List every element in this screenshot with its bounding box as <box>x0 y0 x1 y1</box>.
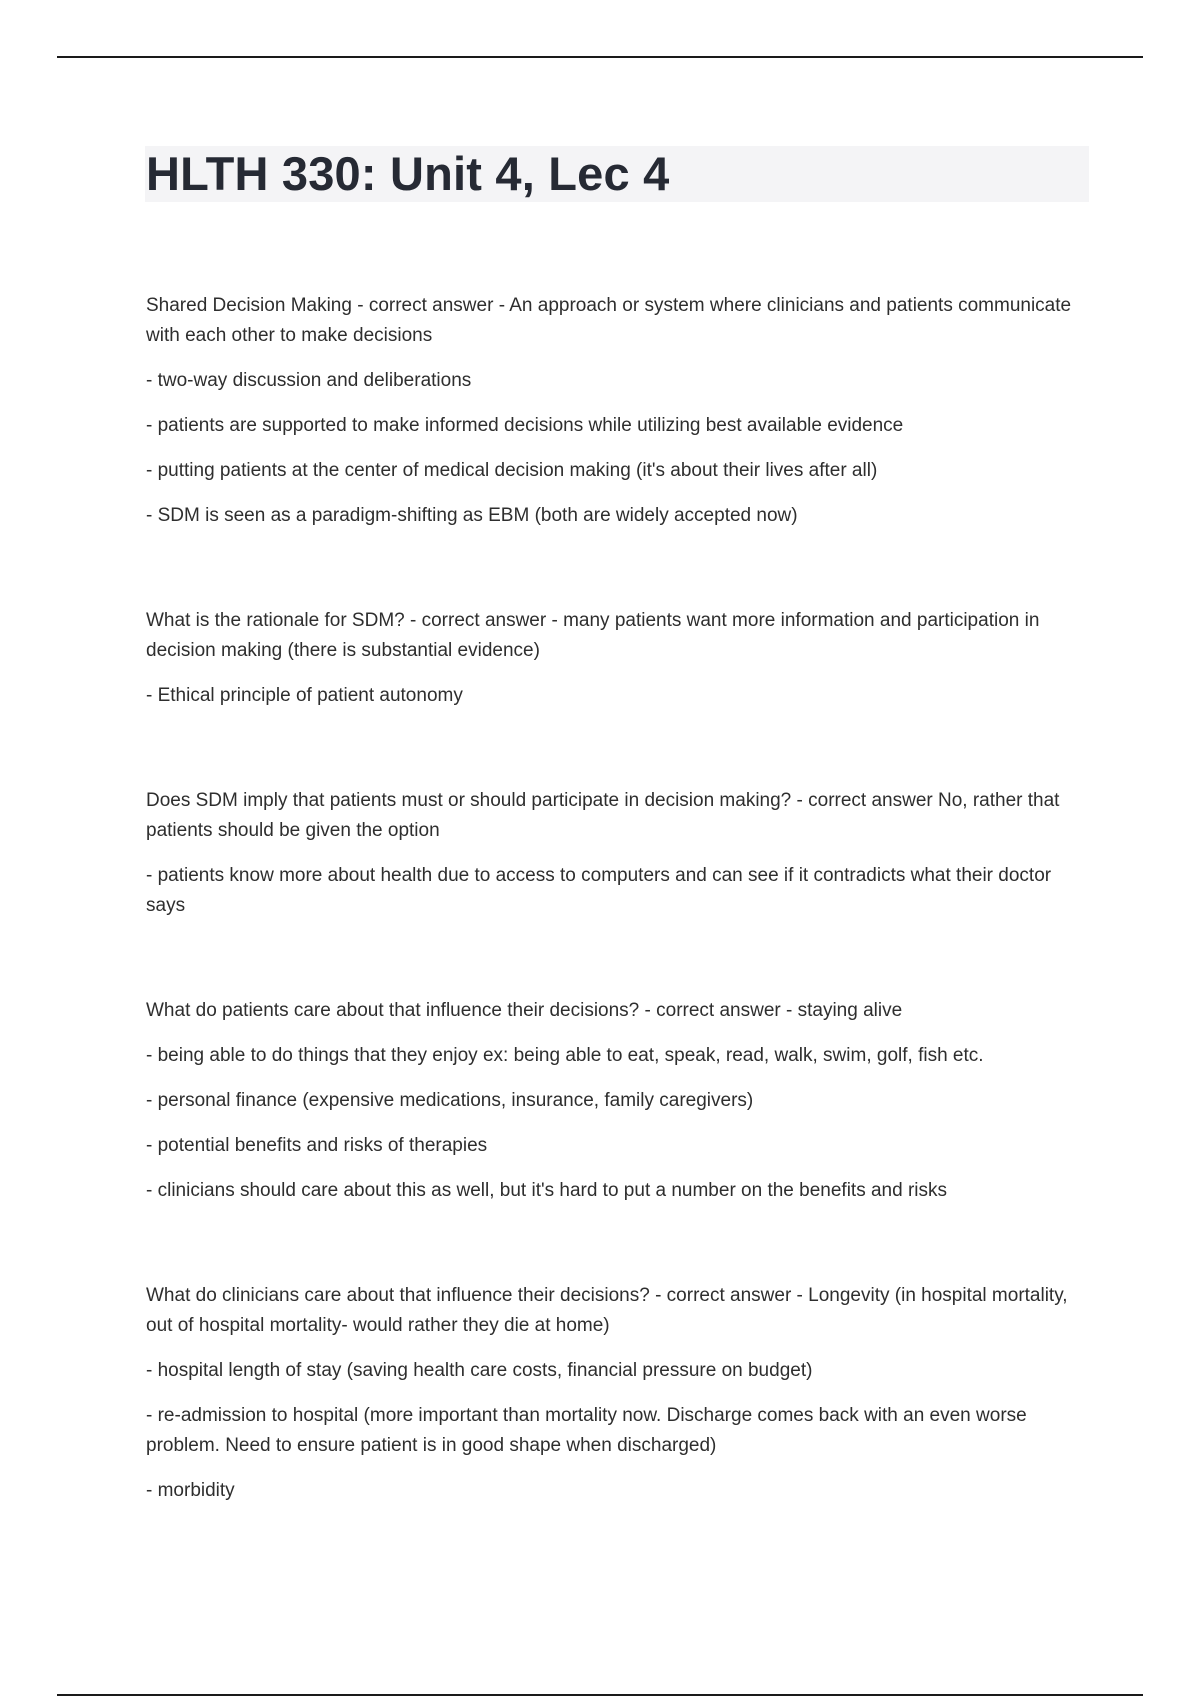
card-bullet: - patients are supported to make informed decisions while utilizing best available evidence <box>146 415 904 436</box>
card-bullet: - clinicians should care about this as well, but it's hard to put a number on the benefits and risks <box>146 1180 948 1201</box>
flashcard <box>146 291 1090 531</box>
page-title: HLTH 330: Unit 4, Lec 4 <box>146 147 670 200</box>
card-bullet: - potential benefits and risks of therapies <box>146 1135 488 1156</box>
card-term-answer: What is the rationale for SDM? - correct answer - many patients want more information and participation in decision making (there is substantial evidence) <box>146 610 1040 661</box>
flashcard <box>146 786 1090 921</box>
flashcard <box>146 606 1090 711</box>
card-bullet: - morbidity <box>146 1480 235 1501</box>
card-term-answer: Does SDM imply that patients must or should participate in decision making? - correct answer No, rather that patients should be given the option <box>146 790 1060 841</box>
card-bullet: - being able to do things that they enjoy ex: being able to eat, speak, read, walk, swim, golf, fish etc. <box>146 1045 984 1066</box>
flashcard <box>146 996 1090 1206</box>
card-bullet: - putting patients at the center of medical decision making (it's about their lives after all) <box>146 460 878 481</box>
card-bullet: - SDM is seen as a paradigm-shifting as EBM (both are widely accepted now) <box>146 505 798 526</box>
card-bullet: - patients know more about health due to access to computers and can see if it contradicts what their doctor says <box>146 865 1052 916</box>
card-bullet: - hospital length of stay (saving health care costs, financial pressure on budget) <box>146 1360 813 1381</box>
card-term-answer: What do patients care about that influence their decisions? - correct answer - staying alive <box>146 1000 903 1021</box>
card-bullet: - Ethical principle of patient autonomy <box>146 685 463 706</box>
card-bullet: - two-way discussion and deliberations <box>146 370 472 391</box>
flashcard-list <box>146 291 1090 1581</box>
card-term-answer: Shared Decision Making - correct answer - An approach or system where clinicians and patients communicate with each other to make decisions <box>146 295 1072 346</box>
card-bullet: - personal finance (expensive medications, insurance, family caregivers) <box>146 1090 754 1111</box>
flashcard <box>146 1281 1090 1506</box>
bottom-divider <box>57 1694 1143 1696</box>
card-term-answer: What do clinicians care about that influence their decisions? - correct answer - Longevity (in hospital mortality, out of hospital mortality- would rather they die at home) <box>146 1285 1068 1336</box>
top-divider <box>57 56 1143 58</box>
card-bullet: - re-admission to hospital (more important than mortality now. Discharge comes back with an even worse problem. Need to ensure patient is in good shape when discharged) <box>146 1405 1027 1456</box>
